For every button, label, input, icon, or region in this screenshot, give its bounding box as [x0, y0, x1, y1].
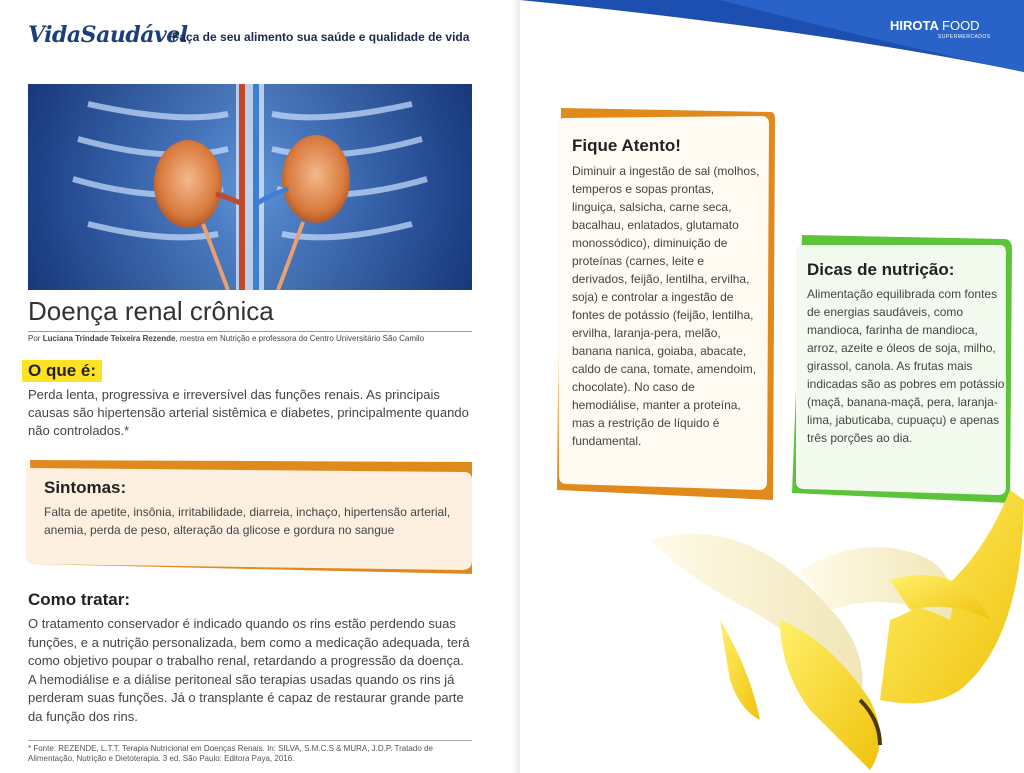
- right-page: [520, 0, 1024, 773]
- symptoms-heading: Sintomas:: [44, 478, 127, 497]
- logo-main: HIROTA: [890, 18, 939, 33]
- banana-illustration: [630, 470, 1024, 773]
- treatment-heading: Como tratar:: [28, 590, 131, 609]
- byline-author: Luciana Trindade Teixeira Rezende: [42, 334, 176, 343]
- brand-title: VidaSaudável: [28, 22, 188, 48]
- logo-food: FOOD: [942, 18, 980, 33]
- footnote: * Fonte: REZENDE, L.T.T. Terapia Nutricional em Doenças Renais. In: SILVA, S.M.C.S & MURA, J.D.P. Tratado de Alimentação, Nutrição e Dietoterapia. 3 ed. São Paulo: Editora Paya, 2016.: [28, 740, 472, 764]
- logo-subtitle: SUPERMERCADOS: [938, 34, 991, 40]
- tagline: Faça de seu alimento sua saúde e qualidade de vida: [172, 30, 470, 44]
- fique-atento-text: Diminuir a ingestão de sal (molhos, temperos e sopas prontas, linguiça, salsicha, carne seca, bacalhau, enlatados, glutamato monossódico), diminuição de proteínas (carnes, leite e derivados, feijão, lentilha, ervilha, soja) e controlar a ingestão de fontes de potássio (feijão, lentilha, ervilha, laranja-pera, melão, banana nanica, goiaba, abacate, caldo de cana, tomate, amendoim, chocolate). No caso de hemodiálise, manter a proteína, mas a restrição de líquido é fundamental.: [572, 164, 760, 448]
- hirota-logo: [890, 18, 980, 33]
- article-byline: [28, 331, 472, 343]
- byline-rest: , mestra em Nutrição e professora do Centro Universitário São Camilo: [175, 334, 425, 343]
- dicas-text: Alimentação equilibrada com fontes de energias saudáveis, como mandioca, farinha de mandioca, arroz, azeite e óleos de soja, milho, girassol, canola. As frutas mais indicadas são as pobres em potássio (maçã, banana-maçã, pera, laranja-lima, jabuticaba, cupuaçu) e apenas três porções ao dia.: [807, 287, 1005, 445]
- kidney-illustration-art: [28, 84, 472, 290]
- oque-heading: O que é:: [22, 360, 102, 382]
- oque-text: Perda lenta, progressiva e irreversível das funções renais. As principais causas são hipertensão arterial sistêmica e diabetes, principalmente quando não controlados.*: [28, 387, 469, 438]
- byline-prefix: Por: [28, 334, 41, 343]
- article-title: Doença renal crônica: [28, 296, 274, 326]
- fique-atento-heading: Fique Atento!: [572, 136, 681, 155]
- symptoms-text: Falta de apetite, insônia, irritabilidade, diarreia, inchaço, hipertensão arterial, anemia, perda de peso, alteração da glicose e gordura no sangue: [44, 505, 451, 537]
- header-banner: [520, 0, 1024, 80]
- treatment-text: O tratamento conservador é indicado quando os rins estão perdendo suas funções, e a nutrição personalizada, bem como a medicação adequada, terá como objetivo poupar o trabalho renal, retardando a progressão da doença. A hemodiálise e a diálise peritoneal são terapias usadas quando os rins já perderam suas funções. Já o transplante é capaz de restaurar grande parte da função dos rins.: [28, 616, 470, 724]
- kidney-illustration: [28, 84, 472, 290]
- dicas-heading: Dicas de nutrição:: [807, 260, 955, 279]
